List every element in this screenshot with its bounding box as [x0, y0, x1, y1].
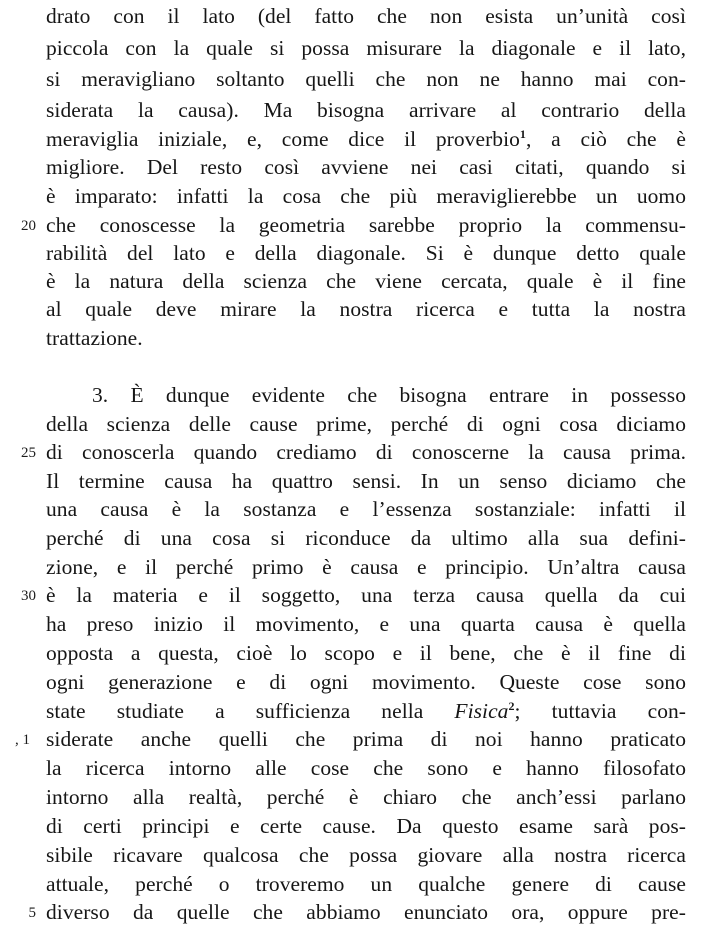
text-span: meraviglia iniziale, e, come dice il proverbio	[46, 127, 520, 151]
text-line: trattazione.	[46, 326, 143, 350]
text-span: state studiate a sufficienza nella	[46, 699, 455, 723]
text-line: al quale deve mirare la nostra ricerca e tutta la nostra	[46, 297, 686, 321]
book-title: Fisica	[454, 699, 509, 723]
line-number: 25	[21, 445, 36, 461]
text-line	[46, 698, 686, 725]
line-number: 20	[21, 218, 36, 234]
text-line: drato con il lato (del fatto che non esista un’unità così	[46, 4, 686, 28]
text-line: intorno alla realtà, perché è chiaro che anch’essi parlano	[46, 785, 686, 809]
text-line: la ricerca intorno alle cose che sono e hanno filosofato	[46, 756, 686, 780]
text-line: opposta a questa, cioè lo scopo e il bene, che è il fine di	[46, 641, 686, 665]
text-line: si meravigliano soltanto quelli che non ne hanno mai con-	[46, 67, 686, 91]
text-line: perché di una cosa si riconduce da ultimo alla sua defini-	[46, 526, 686, 550]
line-number: 5	[28, 905, 36, 921]
text-line: migliore. Del resto così avviene nei casi citati, quando si	[46, 155, 686, 179]
text-line: zione, e il perché primo è causa e principio. Un’altra causa	[46, 555, 686, 579]
text-line: Il termine causa ha quattro sensi. In un senso diciamo che	[46, 469, 686, 493]
text-line: una causa è la sostanza e l’essenza sostanziale: infatti il	[46, 497, 686, 521]
text-line: ha preso inizio il movimento, e una quarta causa è quella	[46, 612, 686, 636]
text-line: sibile ricavare qualcosa che possa giovare alla nostra ricerca	[46, 843, 686, 867]
line-number: , 1	[15, 732, 30, 748]
text-line: diverso da quelle che abbiamo enunciato ora, oppure pre-	[46, 900, 686, 924]
text-line: è la materia e il soggetto, una terza causa quella da cui	[46, 583, 686, 607]
text-line	[46, 126, 686, 153]
line-number: 30	[21, 588, 36, 604]
text-line: siderate anche quelli che prima di noi hanno praticato	[46, 727, 686, 751]
text-line: di certi principi e certe cause. Da questo esame sarà pos-	[46, 814, 686, 838]
text-line: 3. È dunque evidente che bisogna entrare in possesso	[92, 383, 686, 407]
text-span: ; tuttavia con-	[514, 699, 686, 723]
text-line: di conoscerla quando crediamo di conoscerne la causa prima.	[46, 440, 686, 464]
text-line: che conoscesse la geometria sarebbe proprio la commensu-	[46, 213, 686, 237]
text-line: attuale, perché o troveremo un qualche genere di cause	[46, 872, 686, 896]
text-line: ogni generazione e di ogni movimento. Queste cose sono	[46, 670, 686, 694]
text-line: piccola con la quale si possa misurare la diagonale e il lato,	[46, 36, 686, 60]
footnote-ref: 1	[519, 127, 526, 141]
text-line: della scienza delle cause prime, perché di ogni cosa diciamo	[46, 412, 686, 436]
text-line: è imparato: infatti la cosa che più meraviglierebbe un uomo	[46, 184, 686, 208]
text-line: rabilità del lato e della diagonale. Si è dunque detto quale	[46, 241, 686, 265]
footnote-ref: 2	[508, 699, 515, 713]
text-line: siderata la causa). Ma bisogna arrivare al contrario della	[46, 98, 686, 122]
text-span: , a ciò che è	[525, 127, 686, 151]
text-line: è la natura della scienza che viene cercata, quale è il fine	[46, 269, 686, 293]
